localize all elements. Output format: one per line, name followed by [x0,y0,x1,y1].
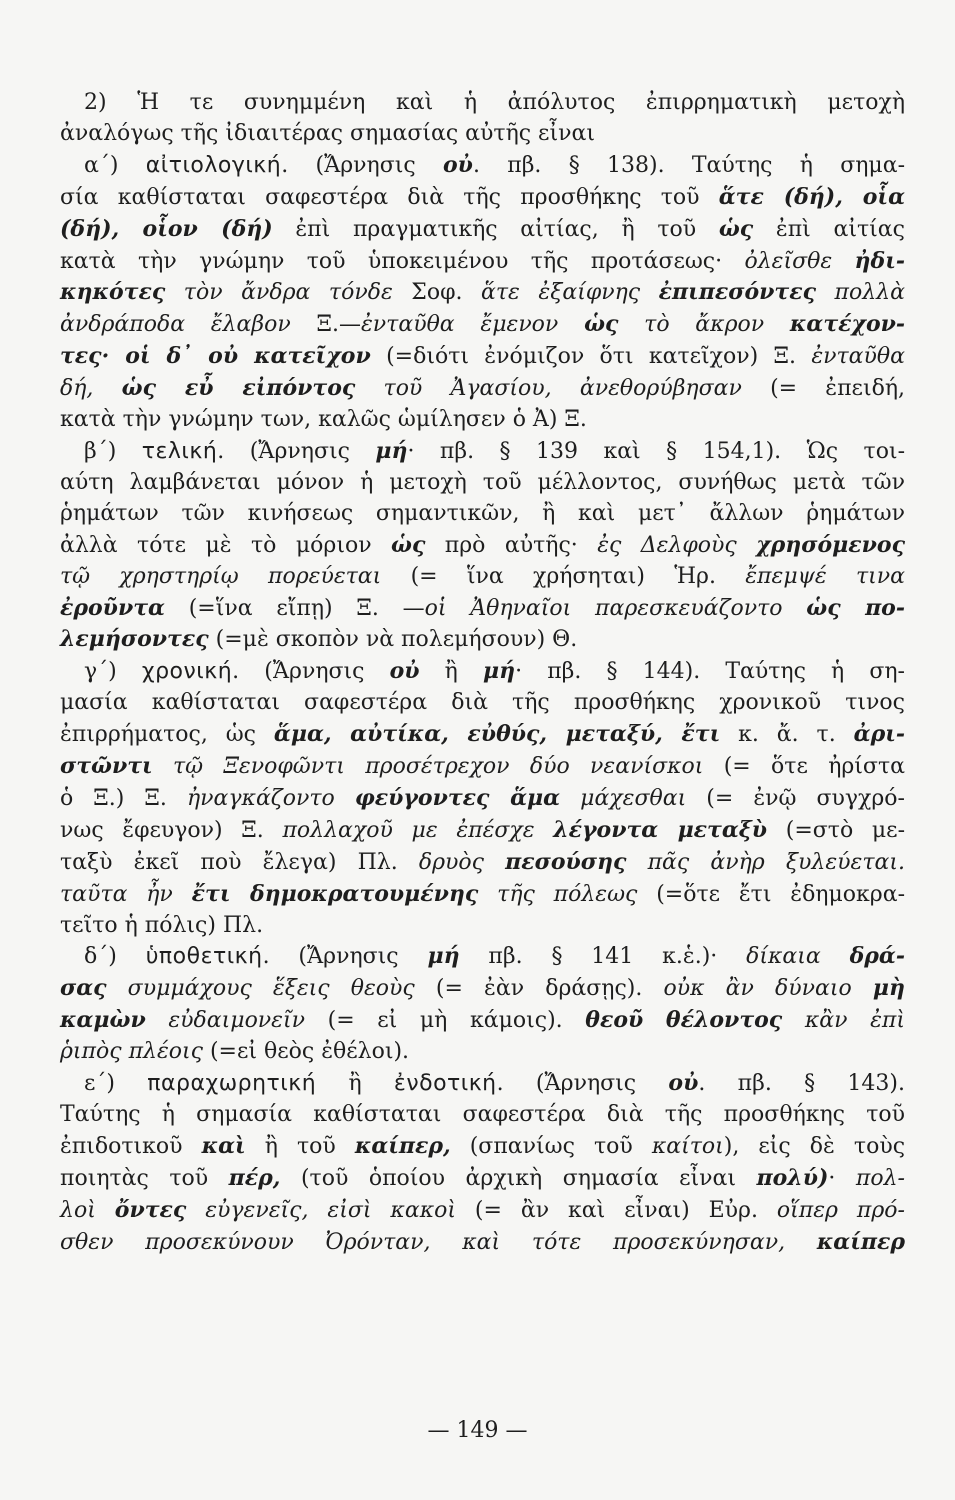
text-segment: σας [60,975,107,1002]
text-segment: (= ἐνῷ συγχρό- [686,785,905,811]
section-heading: ἐνδοτική [393,1071,497,1097]
text-line [60,1131,905,1163]
text-segment: οὐ [389,658,420,685]
text-segment: λέγοντα μεταξὺ [553,816,768,843]
text-line [60,1100,905,1131]
text-segment: (=εἰ θεὸς ἐθέλοι). [202,1039,410,1065]
text-segment: πολλὰ [816,280,905,306]
text-line [60,214,905,246]
text-line [60,973,905,1005]
text-line [60,1195,905,1227]
text-segment: ἐπιπεσόντες [658,279,816,306]
text-segment: (σπανίως τοῦ [450,1133,652,1159]
text-segment: τὸ ἄκρον [644,312,765,338]
text-segment: κἂν ἐπὶ [804,1008,905,1034]
text-line [60,1227,905,1259]
text-line [60,119,905,150]
text-line [60,530,905,562]
text-segment: . (Ἄρνησις [262,944,428,970]
text-segment: στῶντι [60,753,153,780]
text-segment: οἱ Ἀθηναῖοι παρεσκευάζοντο [424,595,783,621]
text-segment [535,818,554,843]
text-line [60,815,905,847]
text-segment [737,533,756,558]
text-segment: πολλαχοῦ με ἐπέσχε [282,817,535,843]
section-heading: τελική [141,438,218,464]
text-segment: ποιητὰς τοῦ [60,1165,229,1191]
text-segment: τὸν ἄνδρα τόνδε [165,280,393,306]
text-line [60,1037,905,1068]
text-segment: · [828,1165,856,1191]
text-segment: 2) Ἡ τε συνημμένη καὶ ἡ ἀπόλυτος ἐπιρρηματικὴ μετοχὴ [84,90,905,115]
text-segment: τῆς πόλεως [497,881,638,907]
text-segment: ὡς [391,531,426,558]
text-segment: τῷ Ξενοφῶντι προσέτρεχον δύο νεανίσκοι [152,754,704,780]
text-segment: Σοφ. [392,280,482,306]
text-segment: μάχεσθαι [580,785,687,811]
text-line [60,562,905,593]
text-segment [640,280,659,305]
text-segment [832,249,854,274]
text-segment: καίπερ [816,1228,905,1255]
text-segment: · πβ. § 144). Ταύτης ἡ ση- [515,659,905,685]
text-segment: (=μὲ σκοπὸν νὰ πολεμήσουν) Θ. [208,627,578,653]
text-line [60,405,905,436]
page-number: — 149 — [427,1418,528,1443]
text-segment: ἅτε (δή), οἷα [718,183,905,210]
text-segment: ῥιπὸς πλέοις [60,1039,203,1065]
text-line [60,847,905,879]
text-segment [626,850,647,875]
text-segment: . (Ἄρνησις [217,438,376,464]
text-line [60,656,905,688]
text-segment [335,786,355,811]
text-segment: ὡς εὖ εἰπόντος [121,375,356,402]
text-segment: ἅμα, αὐτίκα, εὐθύς, μεταξύ, ἔτι [273,721,721,748]
text-segment: ἀνδράποδα ἔλαβον [60,312,291,338]
section-heading: ὑποθετική [145,944,263,970]
text-line [60,1068,905,1100]
text-segment: (τοῦ ὁποίου ἀρχικὴ σημασία εἶναι [280,1165,757,1191]
text-segment: πρὸ αὐτῆς· [425,532,598,558]
text-segment: πεσούσης [505,848,627,875]
text-segment [186,1198,205,1223]
text-segment: (=ὅτε ἔτι ἐδημοκρα- [637,881,906,907]
text-line [60,688,905,719]
text-segment: κατὰ τὴν γνώμην τοῦ ὑποκειμένου τῆς προτάσεως· [60,248,745,274]
text-segment [852,976,873,1001]
text-segment: γ΄) [84,659,142,685]
text-segment: φεύγοντες ἅμα [354,784,561,811]
text-segment: λοὶ [60,1197,96,1223]
text-segment: α΄) [84,152,146,178]
text-segment: . (Ἄρνησις [281,152,443,178]
section-heading: χρονική [141,659,233,685]
text-segment [173,882,192,907]
text-segment: ταξὺ ἐκεῖ ποὺ ἔλεγα) Πλ. [60,849,419,875]
text-line [60,341,905,373]
text-segment: ἐπιρρήματος, ὡς [60,722,274,748]
text-segment: καίτοι [651,1133,724,1159]
text-segment: ἐπὶ αἰτίας [753,216,905,242]
text-segment: τοῦ Ἀγασίου, ἀνεθορύβησαν [355,376,742,402]
text-segment: . (Ἄρνησις [232,659,390,685]
text-segment: ὁ Ξ.) Ξ. [60,785,187,811]
text-segment: (= εἰ μὴ κάμοις). [305,1008,586,1034]
text-segment: (=στὸ με- [767,817,906,843]
text-segment: . πβ. § 138). Ταύτης ἡ σημα- [472,152,906,178]
text-segment: κηκότες [60,279,166,306]
text-segment: (=ἵνα εἴπῃ) Ξ. — [164,595,425,621]
text-segment: καμὼν [60,1007,146,1034]
text-line [60,373,905,405]
text-segment: (= ἵνα χρήσηται) Ἡρ. [381,563,746,589]
text-segment: τῷ χρηστηρίῳ πορεύεται [60,563,382,589]
text-line [60,1005,905,1037]
text-line [60,182,905,214]
text-segment [484,850,505,875]
text-segment [520,280,539,305]
text-line [60,879,905,911]
text-segment: ἀρι- [853,721,905,748]
text-segment: ἐπιδοτικοῦ [60,1133,202,1159]
text-segment: ἐπὶ πραγματικῆς αἰτίας, ἢ τοῦ [272,216,719,242]
text-segment: ὡς [718,215,754,242]
text-segment: πολύ) [756,1164,829,1191]
text-line [60,593,905,625]
text-segment: οὐκ ἂν δύναιο [663,976,852,1002]
text-segment: τες· οἱ δ᾽ οὐ κατεῖχον [60,343,371,370]
text-segment: πᾶς ἀνὴρ ξυλεύεται. [647,849,905,875]
text-segment: θέλοντος [665,1007,783,1034]
text-segment: μή [375,437,408,464]
text-segment: ἐς Δελφοὺς [597,532,737,558]
text-segment: Ταύτης ἡ σημασία καθίσταται σαφεστέρα διὰ τῆς προσθήκης τοῦ [60,1102,905,1127]
text-segment: ὄντες [114,1196,187,1223]
text-segment: συμμάχους ἕξεις θεοὺς [106,976,415,1002]
text-segment: κ. ἄ. τ. [720,722,854,748]
text-segment: ἠδι- [854,247,905,274]
text-segment: δ΄) [84,944,146,970]
text-segment: καίπερ, [354,1132,451,1159]
text-segment [93,376,121,401]
text-segment: αύτη λαμβάνεται μόνον ἡ μετοχὴ τοῦ μέλλοντος, συνήθως μετὰ τῶν [60,469,905,495]
text-segment: . (Ἄρνησις [496,1071,669,1097]
text-segment [558,312,584,337]
text-segment: (= ἐὰν δράσῃς). [414,976,664,1002]
text-line [60,309,905,341]
text-segment: ἢ [419,659,483,685]
text-line [60,277,905,309]
section-heading: παραχωρητική [147,1071,317,1097]
text-segment [560,786,580,811]
text-segment: οὐ [442,151,473,178]
text-segment: εὐδαιμονεῖν [168,1008,305,1034]
text-segment: νως ἔφευγον) Ξ. [60,817,283,843]
text-segment: ὡς [584,311,619,338]
text-segment: πβ. § 141 κ.ἑ.)· [459,944,747,970]
text-segment [618,312,644,337]
text-segment: (= ἐπειδή, [741,376,905,402]
text-segment: (=διότι ἐνόμιζον ὅτι κατεῖχον) Ξ. [370,344,812,370]
text-line [60,911,905,942]
text-segment: κατέχον- [789,311,906,338]
text-segment: ἢ [316,1071,394,1097]
text-segment: μή [427,943,460,970]
text-segment: δρυὸς [418,849,484,875]
text-segment: (δή), οἷον (δή) [60,215,273,242]
text-segment: ἐροῦντα [60,594,165,621]
text-line [60,150,905,182]
text-line [60,499,905,530]
text-line [60,436,905,468]
text-line [60,88,905,119]
text-segment: ἔτι δημοκρατουμένης [191,880,479,907]
text-segment: σία καθίσταται σαφεστέρα διὰ τῆς προσθήκης τοῦ [60,184,719,210]
text-segment: οἵπερ πρό- [776,1197,905,1223]
text-segment: πολ- [855,1165,905,1191]
text-line [60,624,905,656]
text-line [60,941,905,973]
text-segment: χρησόμενος [756,531,905,558]
text-segment: οὐ [668,1070,699,1097]
text-segment: ἐνταῦθα ἔμενον [360,312,559,338]
text-segment [96,1198,115,1223]
text-segment [782,1008,805,1033]
text-segment: κατὰ τὴν γνώμην των, καλῶς ὡμίλησεν ὁ Ἀ) Ξ. [60,407,587,433]
text-segment: μὴ [872,975,906,1002]
text-segment: ἐξαίφνης [538,280,641,306]
text-segment [643,1008,666,1033]
text-segment: ἀλλὰ τότε μὲ τὸ μόριον [60,532,392,558]
text-segment: ἐνταῦθα [811,344,905,370]
text-segment: θεοῦ [585,1007,644,1034]
text-segment: . πβ. § 143). [698,1071,905,1097]
text-segment: ὀλεῖσθε [744,248,833,274]
text-segment [783,596,807,621]
text-line [60,468,905,499]
text-line [60,719,905,751]
text-line [60,783,905,815]
text-segment: ἢ τοῦ [245,1133,355,1159]
text-segment: ἅτε [481,280,520,306]
text-segment: ὡς πο- [806,594,905,621]
text-segment: ῥημάτων τῶν κινήσεως σημαντικῶν, ἢ καὶ μετ᾽ ἄλλων ῥημάτων [60,500,905,526]
text-line [60,246,905,278]
text-segment [785,1230,817,1255]
text-segment: δή, [60,376,94,402]
text-segment: μασία καθίσταται σαφεστέρα διὰ τῆς προσθήκης χρονικοῦ τινος [60,690,905,716]
section-heading: αἰτιολογική [145,152,282,178]
text-segment [821,944,850,969]
text-segment: ἠναγκάζοντο [186,785,335,811]
text-segment: καὶ [201,1132,246,1159]
text-segment: Ξ.— [290,312,361,338]
text-segment: δίκαια [746,944,821,970]
text-segment: ταῦτα ἦν [60,881,173,907]
text-segment: σθεν προσεκύνουν Ὀρόνταν, καὶ τότε προσεκύνησαν, [60,1229,786,1255]
text-segment: ἔπεμψέ τινα [745,563,905,589]
text-segment: · πβ. § 139 καὶ § 154,1). Ὡς τοι- [407,438,905,464]
text-segment: μή [482,658,516,685]
text-segment [146,1008,169,1033]
text-line [60,1163,905,1195]
text-segment: ε΄) [84,1071,148,1097]
text-segment: λεμήσοντες [60,626,209,653]
text-segment: β΄) [84,438,142,464]
text-segment: δρά- [849,943,905,970]
text-segment: (= ἂν καὶ εἶναι) Εὐρ. [456,1197,777,1223]
text-segment: πέρ, [228,1164,281,1191]
text-segment [764,312,790,337]
text-segment: (= ὅτε ἠρίστα [703,754,905,780]
page-body-text [60,88,905,1259]
text-segment: ἀναλόγως τῆς ἰδιαιτέρας σημασίας αὐτῆς εἶναι [60,120,595,146]
text-segment: τεῖτο ἡ πόλις) Πλ. [60,912,264,938]
text-line [60,751,905,783]
text-segment: εὐγενεῖς, εἰσὶ κακοὶ [205,1197,456,1223]
text-segment [478,882,497,907]
text-segment: ), εἰς δὲ τοὺς [723,1133,906,1159]
